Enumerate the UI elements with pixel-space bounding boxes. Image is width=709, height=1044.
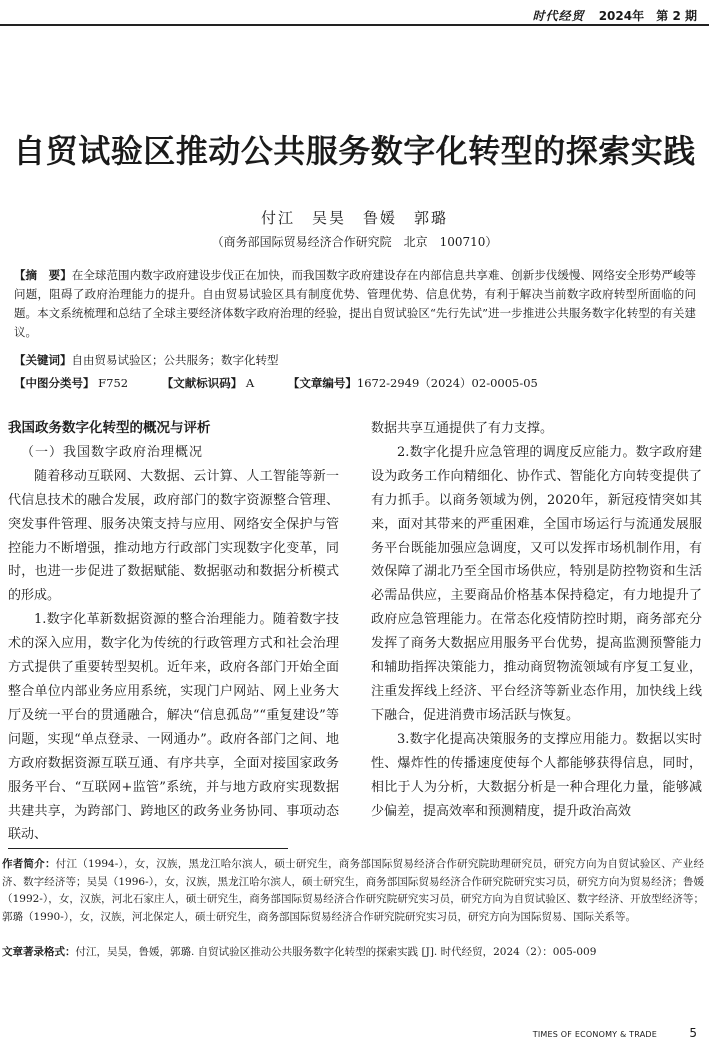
author-bio-label: 作者简介： <box>2 858 56 870</box>
classification-line <box>14 375 704 391</box>
article-number-label: 【文章编号】 <box>287 376 357 390</box>
abstract <box>14 266 696 342</box>
body-paragraph: 1.数字化革新数据资源的整合治理能力。随着数字技术的深入应用，数字化为传统的行政管理方式和社会治理方式提供了重要转型契机。近年来，政府各部门开始全面整合单位内部业务应用系统，实现门户网站、网上业务大厅及统一平台的贯通融合，解决“信息孤岛”“重复建设”等问题，实现“单点登录、一网通办”。政府各部门之间、地方政府数据资源互联互通、有序共享，全面对接国家政务服务平台、“互联网+监管”系统，并与地方政府实现数据共建共享，为跨部门、跨地区的政务业务协同、事项动态联动、 <box>8 612 339 843</box>
right-column <box>371 417 702 823</box>
citation-label: 文章著录格式： <box>2 946 76 958</box>
keywords-text: 自由贸易试验区；公共服务；数字化转型 <box>71 353 279 367</box>
journal-english-name: TIMES OF ECONOMY & TRADE <box>532 1030 657 1039</box>
page-number: 5 <box>689 1026 697 1040</box>
running-header <box>532 7 697 24</box>
clc-value: F752 <box>98 376 129 390</box>
doc-code-label: 【文献标识码】 <box>161 376 243 390</box>
body-paragraph: 随着移动互联网、大数据、云计算、人工智能等新一代信息技术的融合发展，政府部门的数字资源整合管理、突发事件管理、服务决策支持与应用、网络安全保护与管控能力不断增强，推动地方行政部门实现数字化变革，同时，也进一步促进了数据赋能、数据驱动和数据分析模式的形成。 <box>8 468 339 604</box>
article-title: 自贸试验区推动公共服务数字化转型的探索实践 <box>13 132 696 170</box>
subsection-heading: （一）我国数字政府治理概况 <box>21 444 204 460</box>
journal-name: 时代经贸 <box>532 9 585 23</box>
keywords <box>14 352 279 368</box>
body-paragraph: 数据共享互通提供了有力支撑。 <box>371 421 554 436</box>
keywords-label: 【关键词】 <box>14 353 72 367</box>
doc-code-value: A <box>245 376 255 390</box>
affiliation: （商务部国际贸易经济合作研究院 北京 100710） <box>211 235 498 249</box>
abstract-text: 在全球范围内数字政府建设步伐正在加快，而我国数字政府建设存在内部信息共享难、创新步伐缓慢、网络安全形势严峻等问题，阻碍了政府治理能力的提升。自由贸易试验区具有制度优势、管理优势、信息优势，有利于解决当前数字政府转型所面临的问题。本文系统梳理和总结了全球主要经济体数字政府治理的经验，提出自贸试验区“先行先试”进一步推进公共服务数字化转型的有关建议。 <box>14 268 697 339</box>
citation-format <box>2 944 704 962</box>
left-column <box>8 417 339 847</box>
issue-year: 2024年 <box>598 9 645 23</box>
author-bio-text: 付江（1994-），女，汉族，黑龙江哈尔滨人，硕士研究生，商务部国际贸易经济合作研究院助理研究员，研究方向为自贸试验区、产业经济、数字经济等；吴昊（1996-），女，汉族，黑龙江哈尔滨人，硕士研究生，商务部国际贸易经济合作研究院研究实习员，研究方向为贸易经济；鲁媛（1992-），女，汉族，河北石家庄人，硕士研究生，商务部国际贸易经济合作研究院研究实习员，研究方向为自贸试验区、数字经济、开放型经济等；郭璐（1990-），女，汉族，河北保定人，硕士研究生，商务部国际贸易经济合作研究院研究实习员，研究方向为国际贸易、国际关系等。 <box>2 858 704 923</box>
footnote-rule <box>8 848 288 849</box>
citation-text: 付江，吴昊，鲁媛，郭璐. 自贸试验区推动公共服务数字化转型的探索实践 [J]. 时代经贸，2024（2）：005-009 <box>75 946 597 958</box>
issue-number: 第 2 期 <box>656 9 697 23</box>
clc-label: 【中图分类号】 <box>14 376 95 390</box>
section-heading: 我国政务数字化转型的概况与评析 <box>8 420 211 436</box>
header-rule <box>0 24 709 26</box>
author-list: 付江 吴昊 鲁媛 郭璐 <box>260 209 448 227</box>
body-paragraph: 3.数字化提高决策服务的支撑应用能力。数据以实时性、爆炸性的传播速度使每个人都能够获得信息，同时，相比于人为分析，大数据分析是一种合理化力量，能够减少偏差，提高效率和预测精度，提升政治高效 <box>371 731 702 819</box>
abstract-label: 【摘 要】 <box>14 268 72 282</box>
author-bio <box>2 856 704 926</box>
body-paragraph: 2.数字化提升应急管理的调度反应能力。数字政府建设为政务工作向精细化、协作式、智能化方向转变提供了有力抓手。以商务领域为例，2020年，新冠疫情突如其来，面对其带来的严重困难，全国市场运行与流通发展服务平台既能加强应急调度，又可以发挥市场机制作用，有效保障了湖北乃至全国市场供应，特别是防控物资和生活必需品供应，主要商品价格基本保持稳定，有力地提升了政府应急管理能力。在常态化疫情防控时期，商务部充分发挥了商务大数据应用服务平台优势，提高监测预警能力和辅助指挥决策能力，推动商贸物流领域有序复工复业，注重发挥线上经济、平台经济等新业态作用，加快线上线下融合，促进消费市场活跃与恢复。 <box>371 444 702 723</box>
article-number-value: 1672-2949（2024）02-0005-05 <box>356 376 538 390</box>
